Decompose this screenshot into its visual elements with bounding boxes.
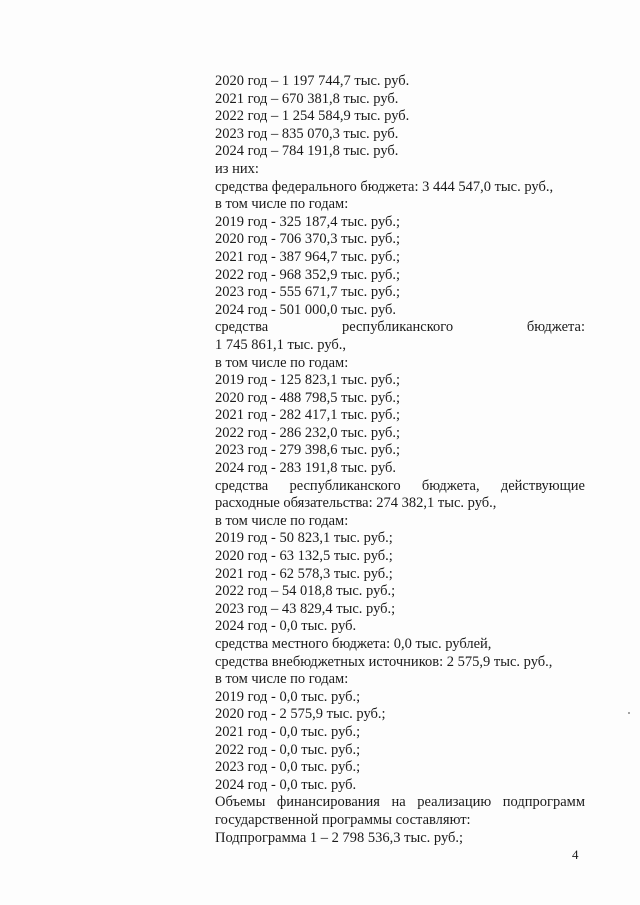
text-line: 2020 год - 706 370,3 тыс. руб.; [215,231,401,248]
text-line: средства федерального бюджета: 3 444 547,0 тыс. руб., [215,178,554,195]
text-line: в том числе по годам: [215,354,349,371]
text-line: 2019 год - 50 823,1 тыс. руб.; [215,530,393,547]
text-line: 2021 год - 0,0 тыс. руб.; [215,723,361,740]
scan-speck [628,712,630,714]
text-line: 2020 год - 2 575,9 тыс. руб.; [215,706,386,723]
text-line: 2023 год – 43 829,4 тыс. руб.; [215,600,396,617]
text-line: Подпрограмма 1 – 2 798 536,3 тыс. руб.; [215,829,464,846]
text-line: 2023 год - 555 671,7 тыс. руб.; [215,284,401,301]
text-line: 2024 год - 0,0 тыс. руб. [215,776,357,793]
text-line: 2022 год - 968 352,9 тыс. руб.; [215,266,401,283]
text-line: государственной программы составляют: [215,811,471,828]
text-line: 1 745 861,1 тыс. руб., [215,336,347,353]
text-line: 2020 год – 1 197 744,7 тыс. руб. [215,73,410,89]
text-line: в том числе по годам: [215,512,349,529]
text-line: 2021 год - 282 417,1 тыс. руб.; [215,407,401,424]
text-line: 2022 год – 54 018,8 тыс. руб.; [215,583,396,600]
text-line: средства внебюджетных источников: 2 575,9 тыс. руб., [215,653,553,670]
text-line: в том числе по годам: [215,671,349,688]
text-line: 2024 год – 784 191,8 тыс. руб. [215,143,399,160]
text-line: 2021 год - 387 964,7 тыс. руб.; [215,248,401,265]
text-line: 2020 год - 63 132,5 тыс. руб.; [215,548,393,565]
text-line: 2024 год - 0,0 тыс. руб. [215,618,357,635]
text-line: 2023 год - 279 398,6 тыс. руб.; [215,442,401,459]
text-line: 2024 год - 283 191,8 тыс. руб. [215,460,397,477]
text-line: 2022 год – 1 254 584,9 тыс. руб. [215,108,410,125]
text-line: 2022 год - 0,0 тыс. руб.; [215,741,361,758]
text-line: 2023 год – 835 070,3 тыс. руб. [215,125,399,142]
text-line: в том числе по годам: [215,196,349,213]
text-line: средства местного бюджета: 0,0 тыс. рублей, [215,636,492,652]
text-line-justified: Объемы финансирования на реализацию подпрограмм [215,794,585,811]
text-line: 2024 год - 501 000,0 тыс. руб. [215,301,397,318]
page-number: 4 [572,847,579,862]
text-line: 2020 год - 488 798,5 тыс. руб.; [215,389,401,406]
text-line: 2021 год - 62 578,3 тыс. руб.; [215,565,393,582]
text-line: 2019 год - 325 187,4 тыс. руб.; [215,213,401,230]
text-line-justified: средства республиканского бюджета, действующие [215,477,585,494]
text-line: 2023 год - 0,0 тыс. руб.; [215,759,361,776]
body-text [215,73,585,847]
text-line: расходные обязательства: 274 382,1 тыс. руб., [215,495,497,512]
text-line: 2019 год - 125 823,1 тыс. руб.; [215,372,401,389]
text-line: 2021 год – 670 381,8 тыс. руб. [215,90,399,107]
text-line: 2019 год - 0,0 тыс. руб.; [215,688,361,705]
text-line: из них: [215,160,259,177]
text-line: 2022 год - 286 232,0 тыс. руб.; [215,424,401,441]
text-line-justified: средства республиканского бюджета: [215,319,585,336]
